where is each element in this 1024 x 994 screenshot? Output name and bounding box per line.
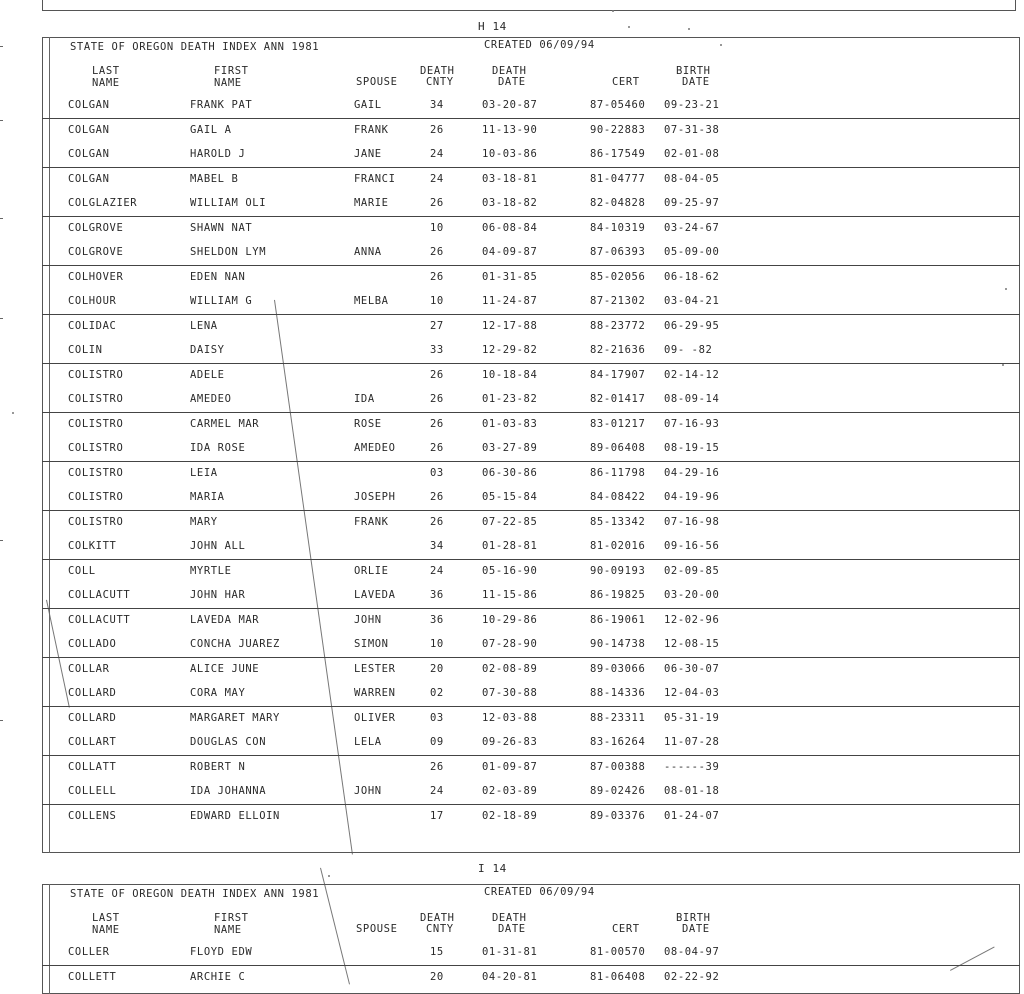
cell-cnty: 15	[430, 946, 444, 958]
table-row	[42, 436, 1020, 462]
cell-date: 10-18-84	[482, 368, 538, 381]
cell-cert: 86-19825	[590, 589, 646, 601]
cell-birth: 04-29-16	[664, 466, 720, 479]
cell-cnty: 33	[430, 344, 444, 356]
cell-spouse: JOSEPH	[354, 491, 396, 503]
cell-last: COLLARD	[68, 687, 117, 699]
cell-cnty: 10	[430, 295, 444, 307]
cell-birth: 02-14-12	[664, 368, 720, 381]
cell-date: 09-26-83	[482, 736, 538, 748]
scan-speck	[688, 28, 690, 30]
cell-birth: 11-07-28	[664, 736, 720, 748]
cell-cnty: 02	[430, 687, 444, 699]
cell-last: COLHOUR	[68, 295, 117, 307]
col-last-line1: LAST	[92, 65, 120, 77]
cell-last: COLGROVE	[68, 221, 124, 234]
cell-first: AMEDEO	[190, 393, 232, 405]
page-label-bottom: I 14	[478, 862, 507, 875]
col-date-line1: DEATH	[492, 912, 527, 924]
table-row	[42, 608, 1020, 633]
table-row	[42, 142, 1020, 168]
cell-spouse: SIMON	[354, 638, 389, 650]
cell-cnty: 34	[430, 540, 444, 552]
table-row	[42, 289, 1020, 315]
cell-cnty: 26	[430, 393, 444, 405]
cell-first: CONCHA JUAREZ	[190, 638, 280, 650]
cell-first: EDWARD ELLOIN	[190, 809, 280, 822]
cell-birth: 08-19-15	[664, 442, 720, 454]
cell-birth: 04-19-96	[664, 491, 720, 503]
cell-cert: 89-02426	[590, 785, 646, 797]
cell-last: COLLACUTT	[68, 589, 131, 601]
cell-first: LAVEDA MAR	[190, 613, 260, 626]
table-row	[42, 363, 1020, 388]
cell-first: MARIA	[190, 491, 225, 503]
cell-birth: 02-01-08	[664, 148, 720, 160]
cell-cert: 90-14738	[590, 638, 646, 650]
cell-spouse: ROSE	[354, 417, 382, 430]
cell-spouse: FRANCI	[354, 172, 396, 185]
cell-cnty: 26	[430, 197, 444, 209]
table-row	[42, 338, 1020, 364]
cell-cert: 82-21636	[590, 344, 646, 356]
cell-cnty: 24	[430, 148, 444, 160]
cell-date: 12-03-88	[482, 711, 538, 724]
cell-cert: 90-22883	[590, 123, 646, 136]
edge-mark	[0, 120, 3, 121]
cell-cert: 87-00388	[590, 760, 646, 773]
col-cnty-line2: CNTY	[426, 923, 454, 935]
cell-date: 10-03-86	[482, 148, 538, 160]
table-row	[42, 387, 1020, 413]
scan-speck	[328, 875, 330, 877]
cell-birth: 06-30-07	[664, 662, 720, 675]
cell-first: ADELE	[190, 368, 225, 381]
cell-last: COLISTRO	[68, 417, 124, 430]
table-row	[42, 534, 1020, 560]
table-row	[42, 706, 1020, 731]
cell-date: 01-31-81	[482, 946, 538, 958]
cell-last: COLLACUTT	[68, 613, 131, 626]
col-last-line2: NAME	[92, 924, 120, 936]
cell-cert: 87-05460	[590, 99, 646, 111]
table-row	[42, 730, 1020, 756]
cell-cnty: 26	[430, 270, 444, 283]
cell-cert: 87-21302	[590, 295, 646, 307]
col-birth-line1: BIRTH	[676, 65, 711, 77]
cell-cert: 85-02056	[590, 270, 646, 283]
table-row	[42, 965, 1020, 990]
cell-last: COLLAR	[68, 662, 110, 675]
cell-date: 01-23-82	[482, 393, 538, 405]
cell-birth: 12-04-03	[664, 687, 720, 699]
col-cert: CERT	[612, 923, 640, 935]
cell-cnty: 24	[430, 172, 444, 185]
cell-last: COLGAN	[68, 172, 110, 185]
cell-cnty: 03	[430, 711, 444, 724]
cell-spouse: FRANK	[354, 123, 389, 136]
cell-date: 04-20-81	[482, 970, 538, 983]
cell-spouse: MELBA	[354, 295, 389, 307]
cell-first: FLOYD EDW	[190, 946, 253, 958]
cell-birth: 12-08-15	[664, 638, 720, 650]
cell-last: COLISTRO	[68, 515, 124, 528]
cell-cnty: 10	[430, 221, 444, 234]
cell-last: COLLER	[68, 946, 110, 958]
cell-spouse: GAIL	[354, 99, 382, 111]
cell-birth: 08-04-97	[664, 946, 720, 958]
cell-birth: 07-16-93	[664, 417, 720, 430]
cell-cnty: 26	[430, 442, 444, 454]
cell-last: COLLENS	[68, 809, 117, 822]
cell-first: MYRTLE	[190, 564, 232, 577]
cell-birth: ------39	[664, 760, 720, 773]
cell-birth: 12-02-96	[664, 613, 720, 626]
cell-spouse: LAVEDA	[354, 589, 396, 601]
scan-speck	[12, 412, 14, 414]
col-date-line2: DATE	[498, 76, 526, 88]
cell-birth: 08-09-14	[664, 393, 720, 405]
cell-date: 02-03-89	[482, 785, 538, 797]
cell-last: COLISTRO	[68, 466, 124, 479]
table-row	[42, 167, 1020, 192]
cell-cnty: 20	[430, 662, 444, 675]
cell-first: IDA ROSE	[190, 442, 246, 454]
cell-date: 03-18-81	[482, 172, 538, 185]
cell-date: 01-09-87	[482, 760, 538, 773]
table-row	[42, 559, 1020, 584]
cell-first: HAROLD J	[190, 148, 246, 160]
cell-last: COLLELL	[68, 785, 117, 797]
cell-last: COLIN	[68, 344, 103, 356]
cell-date: 12-17-88	[482, 319, 538, 332]
index-sheet-h14	[42, 37, 1020, 853]
cell-first: WILLIAM G	[190, 295, 253, 307]
cell-birth: 03-04-21	[664, 295, 720, 307]
cell-last: COLLATT	[68, 760, 117, 773]
cell-spouse: JOHN	[354, 785, 382, 797]
cell-last: COLLART	[68, 736, 117, 748]
cell-cnty: 10	[430, 638, 444, 650]
cell-cert: 81-00570	[590, 946, 646, 958]
cell-first: MABEL B	[190, 172, 239, 185]
cell-date: 07-28-90	[482, 638, 538, 650]
table-row	[42, 681, 1020, 707]
cell-cert: 89-03066	[590, 662, 646, 675]
col-first-line2: NAME	[214, 77, 242, 89]
cell-last: COLLARD	[68, 711, 117, 724]
cell-cert: 88-14336	[590, 687, 646, 699]
cell-last: COLKITT	[68, 540, 117, 552]
cell-cnty: 24	[430, 564, 444, 577]
cell-cnty: 26	[430, 246, 444, 258]
sheet-title: STATE OF OREGON DEATH INDEX ANN 1981	[70, 888, 320, 900]
col-cnty-line1: DEATH	[420, 912, 455, 924]
cell-date: 03-27-89	[482, 442, 538, 454]
cell-birth: 09-16-56	[664, 540, 720, 552]
table-row	[42, 240, 1020, 266]
cell-birth: 05-31-19	[664, 711, 720, 724]
sheet-title: STATE OF OREGON DEATH INDEX ANN 1981	[70, 41, 320, 53]
cell-date: 01-28-81	[482, 540, 538, 552]
cell-spouse: MARIE	[354, 197, 389, 209]
table-row	[42, 485, 1020, 511]
cell-first: FRANK PAT	[190, 99, 253, 111]
cell-cnty: 26	[430, 760, 444, 773]
cell-spouse: LESTER	[354, 662, 396, 675]
col-first-line2: NAME	[214, 924, 242, 936]
cell-birth: 09-25-97	[664, 197, 720, 209]
cell-birth: 06-18-62	[664, 270, 720, 283]
col-cnty-line1: DEATH	[420, 65, 455, 77]
cell-first: SHELDON LYM	[190, 246, 267, 258]
cell-cert: 81-04777	[590, 172, 646, 185]
table-row	[42, 583, 1020, 609]
cell-cert: 83-01217	[590, 417, 646, 430]
cell-last: COLISTRO	[68, 368, 124, 381]
cell-cert: 88-23311	[590, 711, 646, 724]
cell-spouse: ANNA	[354, 246, 382, 258]
cell-last: COLGAN	[68, 123, 110, 136]
cell-first: JOHN HAR	[190, 589, 246, 601]
col-last-line2: NAME	[92, 77, 120, 89]
cell-cert: 81-06408	[590, 970, 646, 983]
cell-first: IDA JOHANNA	[190, 785, 267, 797]
cell-last: COLLADO	[68, 638, 117, 650]
cell-first: ARCHIE C	[190, 970, 246, 983]
edge-mark	[0, 218, 3, 219]
cell-cnty: 03	[430, 466, 444, 479]
col-date-line1: DEATH	[492, 65, 527, 77]
table-row	[42, 216, 1020, 241]
cell-cnty: 09	[430, 736, 444, 748]
cell-spouse: ORLIE	[354, 564, 389, 577]
table-row	[42, 461, 1020, 486]
cell-cert: 86-17549	[590, 148, 646, 160]
cell-cnty: 26	[430, 491, 444, 503]
col-birth-line1: BIRTH	[676, 912, 711, 924]
cell-date: 05-15-84	[482, 491, 538, 503]
cell-birth: 08-01-18	[664, 785, 720, 797]
table-row	[42, 191, 1020, 217]
table-row	[42, 779, 1020, 805]
cell-spouse: JOHN	[354, 613, 382, 626]
cell-spouse: FRANK	[354, 515, 389, 528]
cell-first: SHAWN NAT	[190, 221, 253, 234]
table-row	[42, 118, 1020, 143]
cell-cert: 82-01417	[590, 393, 646, 405]
cell-cert: 85-13342	[590, 515, 646, 528]
cell-first: CARMEL MAR	[190, 417, 260, 430]
cell-date: 06-08-84	[482, 221, 538, 234]
cell-cert: 88-23772	[590, 319, 646, 332]
cell-spouse: LELA	[354, 736, 382, 748]
cell-last: COLHOVER	[68, 270, 124, 283]
cell-date: 12-29-82	[482, 344, 538, 356]
edge-mark	[0, 46, 3, 47]
cell-last: COLGLAZIER	[68, 197, 138, 209]
cell-cnty: 36	[430, 613, 444, 626]
cell-birth: 02-09-85	[664, 564, 720, 577]
cell-first: CORA MAY	[190, 687, 246, 699]
cell-date: 11-24-87	[482, 295, 538, 307]
col-cert: CERT	[612, 76, 640, 88]
cell-cnty: 34	[430, 99, 444, 111]
scan-speck	[628, 26, 630, 28]
cell-cert: 89-03376	[590, 809, 646, 822]
cell-cert: 84-10319	[590, 221, 646, 234]
cell-birth: 09- -82	[664, 344, 713, 356]
cell-birth: 07-16-98	[664, 515, 720, 528]
cell-date: 01-03-83	[482, 417, 538, 430]
cell-spouse: OLIVER	[354, 711, 396, 724]
cell-cert: 84-17907	[590, 368, 646, 381]
edge-mark	[0, 720, 3, 721]
cell-date: 07-22-85	[482, 515, 538, 528]
cell-first: WILLIAM OLI	[190, 197, 267, 209]
cell-cert: 89-06408	[590, 442, 646, 454]
col-spouse: SPOUSE	[356, 923, 398, 935]
cell-first: EDEN NAN	[190, 270, 246, 283]
cell-last: COLISTRO	[68, 393, 124, 405]
cell-date: 07-30-88	[482, 687, 538, 699]
cell-birth: 03-24-67	[664, 221, 720, 234]
cell-first: MARY	[190, 515, 218, 528]
created-date: CREATED 06/09/94	[484, 886, 595, 898]
cell-birth: 01-24-07	[664, 809, 720, 822]
cell-last: COLL	[68, 564, 96, 577]
cell-birth: 09-23-21	[664, 99, 720, 111]
col-spouse: SPOUSE	[356, 76, 398, 88]
cell-last: COLISTRO	[68, 442, 124, 454]
col-last-line1: LAST	[92, 912, 120, 924]
cell-cert: 83-16264	[590, 736, 646, 748]
cell-birth: 07-31-38	[664, 123, 720, 136]
cell-date: 11-15-86	[482, 589, 538, 601]
cell-cert: 90-09193	[590, 564, 646, 577]
cell-cert: 82-04828	[590, 197, 646, 209]
cell-spouse: WARREN	[354, 687, 396, 699]
cell-cert: 81-02016	[590, 540, 646, 552]
created-date: CREATED 06/09/94	[484, 39, 595, 51]
table-row	[42, 412, 1020, 437]
cell-spouse: JANE	[354, 148, 382, 160]
cell-birth: 06-29-95	[664, 319, 720, 332]
cell-cert: 87-06393	[590, 246, 646, 258]
col-first-line1: FIRST	[214, 65, 249, 77]
cell-cnty: 26	[430, 123, 444, 136]
table-row	[42, 755, 1020, 780]
cell-date: 02-08-89	[482, 662, 538, 675]
table-row	[42, 940, 1020, 966]
cell-date: 03-20-87	[482, 99, 538, 111]
cell-last: COLGROVE	[68, 246, 124, 258]
cell-cert: 86-19061	[590, 613, 646, 626]
cell-date: 10-29-86	[482, 613, 538, 626]
cell-cnty: 26	[430, 515, 444, 528]
cell-first: GAIL A	[190, 123, 232, 136]
table-row	[42, 314, 1020, 339]
table-row	[42, 510, 1020, 535]
col-first-line1: FIRST	[214, 912, 249, 924]
scan-speck	[612, 10, 614, 12]
cell-last: COLGAN	[68, 148, 110, 160]
cell-last: COLISTRO	[68, 491, 124, 503]
cell-date: 05-16-90	[482, 564, 538, 577]
cell-date: 01-31-85	[482, 270, 538, 283]
table-row	[42, 804, 1020, 829]
cell-first: JOHN ALL	[190, 540, 246, 552]
cell-last: COLLETT	[68, 970, 117, 983]
cell-date: 02-18-89	[482, 809, 538, 822]
cell-birth: 03-20-00	[664, 589, 720, 601]
cell-first: MARGARET MARY	[190, 711, 280, 724]
cell-first: LENA	[190, 319, 218, 332]
index-sheet-i14	[42, 884, 1020, 994]
cell-first: ALICE JUNE	[190, 662, 260, 675]
col-date-line2: DATE	[498, 923, 526, 935]
cell-spouse: AMEDEO	[354, 442, 396, 454]
cell-birth: 02-22-92	[664, 970, 720, 983]
cell-cnty: 20	[430, 970, 444, 983]
cell-birth: 08-04-05	[664, 172, 720, 185]
cell-date: 06-30-86	[482, 466, 538, 479]
cell-first: LEIA	[190, 466, 218, 479]
cell-cnty: 36	[430, 589, 444, 601]
table-row	[42, 657, 1020, 682]
table-row	[42, 265, 1020, 290]
cell-cert: 86-11798	[590, 466, 646, 479]
cell-last: COLIDAC	[68, 319, 117, 332]
cell-date: 04-09-87	[482, 246, 538, 258]
col-birth-line2: DATE	[682, 923, 710, 935]
cell-date: 11-13-90	[482, 123, 538, 136]
cell-spouse: IDA	[354, 393, 375, 405]
cell-cnty: 17	[430, 809, 444, 822]
cell-last: COLGAN	[68, 99, 110, 111]
edge-mark	[0, 540, 3, 541]
cell-cnty: 24	[430, 785, 444, 797]
cell-first: DOUGLAS CON	[190, 736, 267, 748]
col-birth-line2: DATE	[682, 76, 710, 88]
cell-first: ROBERT N	[190, 760, 246, 773]
col-cnty-line2: CNTY	[426, 76, 454, 88]
table-row	[42, 93, 1020, 119]
cell-cert: 84-08422	[590, 491, 646, 503]
cell-cnty: 27	[430, 319, 444, 332]
cell-date: 03-18-82	[482, 197, 538, 209]
cell-first: DAISY	[190, 344, 225, 356]
edge-mark	[0, 318, 3, 319]
cell-cnty: 26	[430, 417, 444, 430]
page-label-top: H 14	[478, 20, 507, 33]
table-row	[42, 632, 1020, 658]
cell-birth: 05-09-00	[664, 246, 720, 258]
previous-page-frame	[42, 0, 1016, 11]
cell-cnty: 26	[430, 368, 444, 381]
